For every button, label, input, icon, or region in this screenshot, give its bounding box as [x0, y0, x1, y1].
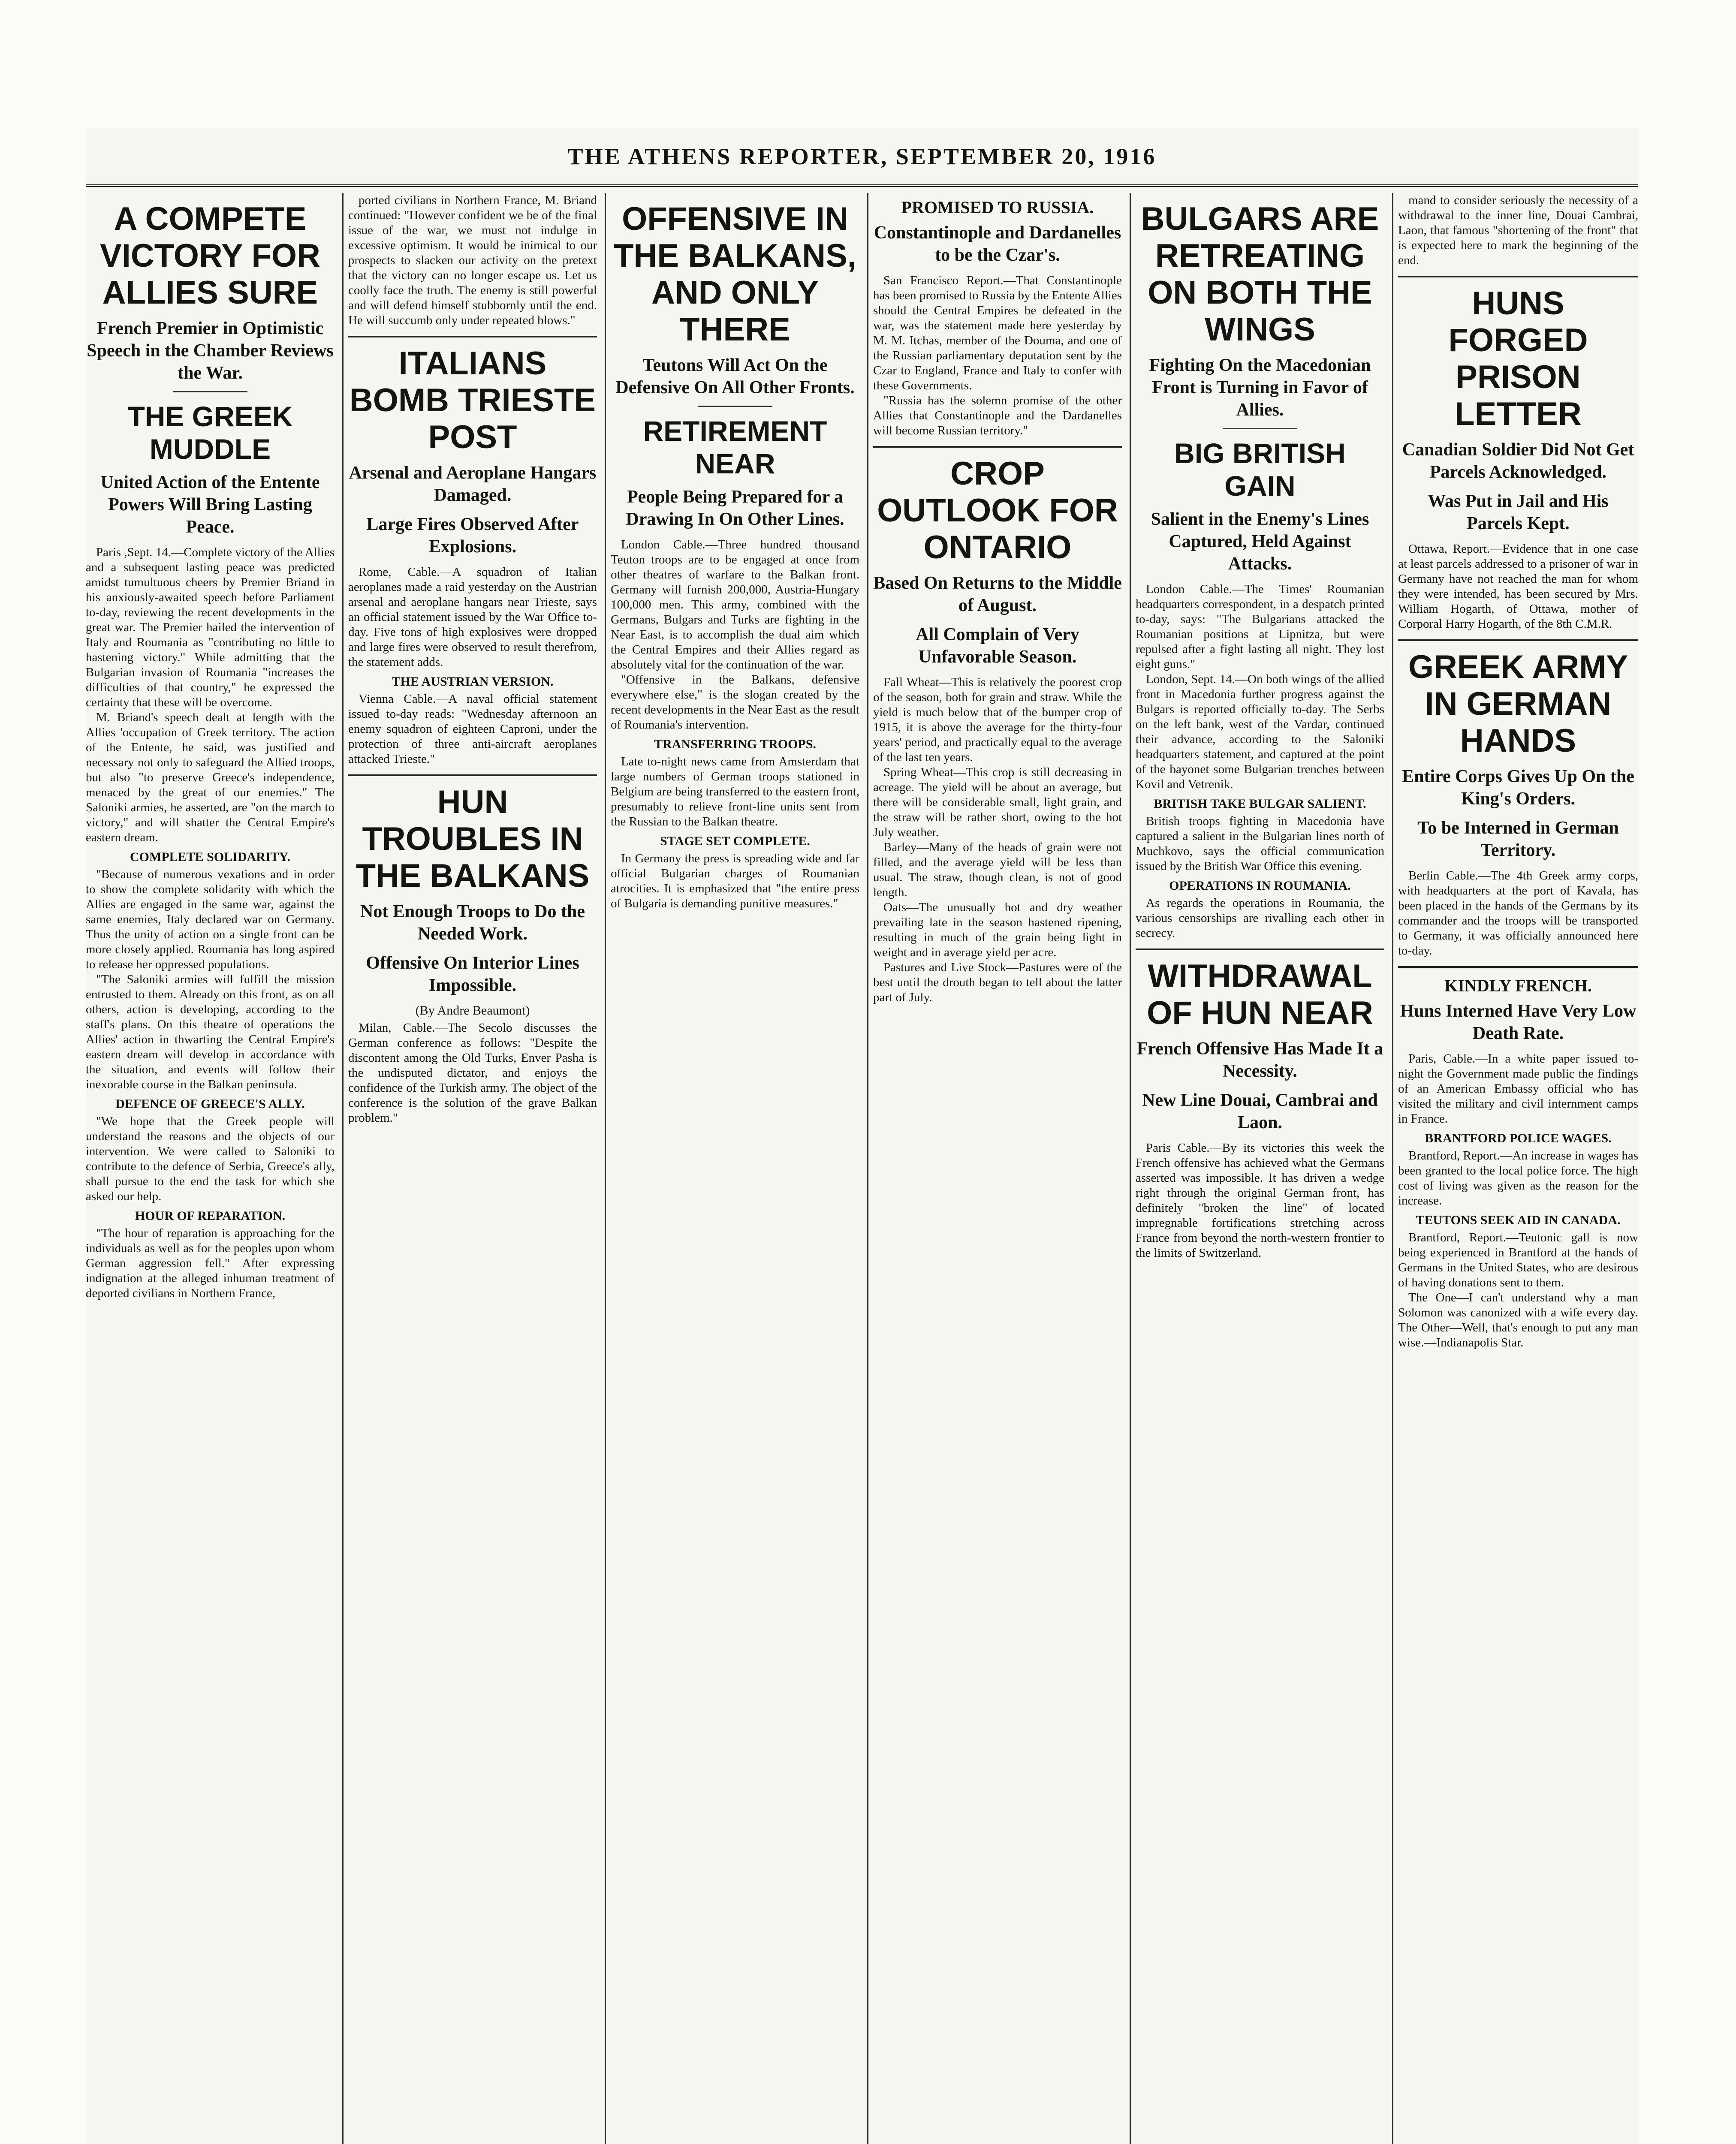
deck: Not Enough Troops to Do the Needed Work. — [360, 902, 585, 944]
deck: United Action of the Entente Powers Will Bring Lasting Peace. — [100, 473, 320, 537]
column-rule — [605, 193, 606, 2144]
paragraph: Late to-night news came from Amsterdam that large numbers of German troops stationed in Belgium are being transferred to the eastern front, presumably to relieve front-line units sent from the Russian to the Balkan theatre. — [611, 755, 859, 828]
subhead: BRANTFORD POLICE WAGES. — [1425, 1131, 1612, 1145]
paragraph: M. Briand's speech dealt at length with the Allies 'occupation of Greek territory. The action of the Entente, he said, was justified and necessary not only to safeguard the Allied troops, but also "to preserve Greece's independence, menaced by the great of our enemies." The Saloniki armies, he asserted, are "on the march to victory," and will shatter the Central Empire's eastern dream. — [86, 711, 335, 844]
deck: To be Interned in German Territory. — [1417, 818, 1619, 860]
paragraph: British troops fighting in Macedonia have captured a salient in the Bulgarian lines north of Muchkovo, says the official communication issued by the British War Office this evening. — [1136, 814, 1384, 873]
deck: All Complain of Very Unfavorable Season. — [916, 625, 1079, 667]
deck: Canadian Soldier Did Not Get Parcels Acknowledged. — [1402, 440, 1634, 482]
paragraph: Paris ,Sept. 14.—Complete victory of the Allies and a subsequent lasting peace was predicted amidst tumultuous cheers by Premier Briand in his anxiously-awaited speech before Parliament to-day, reviewing the recent developments in the great war. The Premier hailed the intervention of Italy and Roumania as "contributing no little to hastening victory." While admitting that the Bulgarian invasion of Roumania "increases the difficulties of that country," he expressed the certainty that these will be overcome. — [86, 545, 335, 709]
divider — [698, 406, 772, 407]
deck: Entire Corps Gives Up On the King's Orders. — [1402, 767, 1634, 809]
column-2 — [348, 193, 597, 2144]
article-body — [611, 537, 859, 911]
deck: Large Fires Observed After Explosions. — [366, 515, 579, 557]
paragraph: "Offensive in the Balkans, defensive everywhere else," is the slogan created by the recent developments in the Near East as the result of Roumania's intervention. — [611, 673, 859, 732]
headline: HUN TROUBLES IN THE BALKANS — [356, 784, 590, 894]
deck: Teutons Will Act On the Defensive On All Other Fronts. — [615, 355, 855, 397]
column-1 — [86, 193, 335, 2144]
paragraph: The One—I can't understand why a man Solomon was canonized with a wife every day. The Other—Well, that's enough to put any man wise.—Indianapolis Star. — [1398, 1291, 1638, 1349]
deck: Huns Interned Have Very Low Death Rate. — [1400, 1001, 1637, 1043]
paragraph: London Cable.—The Times' Roumanian headquarters correspondent, in a despatch printed to-day, says: "The Bulgarians attacked the Roumanian positions at Lipnitza, but were repulsed after a fight lasting all night. They lost eight guns." — [1136, 582, 1384, 671]
subhead: DEFENCE OF GREECE'S ALLY. — [115, 1097, 305, 1111]
headline: WITHDRAWAL OF HUN NEAR — [1147, 958, 1373, 1031]
paragraph: mand to consider seriously the necessity of a withdrawal to the inner line, Douai Cambrai, Laon, that famous "shortening of the front" that is expected here to mark the beginning of the end. — [1398, 193, 1638, 267]
paragraph: "We hope that the Greek people will understand the reasons and the objects of our intervention. We were called to Saloniki to contribute to the defence of Serbia, Greece's ally, shall pursue to the end the task for which she asked our help. — [86, 1114, 335, 1203]
deck: People Being Prepared for a Drawing In On Other Lines. — [626, 487, 844, 529]
divider — [873, 446, 1122, 448]
divider — [1398, 966, 1638, 968]
article-body — [873, 675, 1122, 1005]
headline: CROP OUTLOOK FOR ONTARIO — [877, 455, 1118, 566]
subhead: HOUR OF REPARATION. — [135, 1209, 286, 1223]
deck: Was Put in Jail and His Parcels Kept. — [1428, 491, 1609, 533]
paragraph: Brantford, Report.—An increase in wages has been granted to the local police force. The high cost of living was given as the reason for the increase. — [1398, 1149, 1638, 1208]
divider — [1398, 639, 1638, 641]
headline: BULGARS ARE RETREATING ON BOTH THE WINGS — [1141, 201, 1379, 348]
article-body — [1136, 582, 1384, 941]
headline: GREEK ARMY IN GERMAN HANDS — [1408, 649, 1628, 759]
headline: OFFENSIVE IN THE BALKANS, AND ONLY THERE — [614, 201, 856, 348]
byline: (By Andre Beaumont) — [415, 1003, 530, 1018]
article-body — [1398, 1051, 1638, 1350]
subhead: BRITISH TAKE BULGAR SALIENT. — [1154, 797, 1366, 811]
column-rule — [342, 193, 344, 2144]
headline: PROMISED TO RUSSIA. — [901, 198, 1094, 217]
subhead: OPERATIONS IN ROUMANIA. — [1169, 879, 1351, 893]
paragraph: Pastures and Live Stock—Pastures were of the best until the drouth began to tell about the latter part of July. — [873, 961, 1122, 1004]
paragraph: Oats—The unusually hot and dry weather prevailing late in the season hastened ripening, resulting in much of the grain being light in weight and in average yield per acre. — [873, 900, 1122, 959]
headline: KINDLY FRENCH. — [1444, 976, 1592, 995]
divider — [1136, 949, 1384, 950]
article-body — [348, 1021, 597, 1126]
deck: New Line Douai, Cambrai and Laon. — [1142, 1090, 1378, 1132]
newspaper-page — [86, 129, 1638, 2144]
paragraph: Paris Cable.—By its victories this week the French offensive has achieved what the Germans asserted was impossible. It has driven a wedge right through the original German front, has definitely "broken the line" of located impregnable fortifications stretching across France from beyond the north-western frontier to the limits of Switzerland. — [1136, 1141, 1384, 1260]
headline: BIG BRITISH GAIN — [1174, 437, 1346, 502]
subhead: COMPLETE SOLIDARITY. — [130, 850, 290, 864]
headline: A COMPETE VICTORY FOR ALLIES SURE — [100, 201, 320, 311]
deck: Arsenal and Aeroplane Hangars Damaged. — [349, 463, 597, 505]
headline: ITALIANS BOMB TRIESTE POST — [349, 345, 596, 455]
article-body — [86, 545, 335, 1301]
divider — [348, 774, 597, 776]
deck: Constantinople and Dardanelles to be the Czar's. — [874, 223, 1121, 265]
article-body — [1398, 542, 1638, 632]
divider — [1223, 428, 1297, 429]
deck: Salient in the Enemy's Lines Captured, Held Against Attacks. — [1151, 509, 1369, 574]
paragraph: San Francisco Report.—That Constantinople has been promised to Russia by the Entente Allies should the Central Empires be defeated in the war, was the statement made here yesterday by M. M. Itchas, member of the Douma, and one of the Russian parliamentary deputation sent by the Czar to England, France and Italy to confer with these Governments. — [873, 274, 1122, 392]
deck: Fighting On the Macedonian Front is Turning in Favor of Allies. — [1149, 355, 1371, 420]
paragraph: "The Saloniki armies will fulfill the mission entrusted to them. Already on this front, as on all others, action is developing, according to the staff's plans. On this theatre of operations the Allies' action in thwarting the Central Empire's eastern dream will develop in accordance with the situation, and events will follow their inexorable course in the Balkan peninsula. — [86, 973, 335, 1091]
headline: THE GREEK MUDDLE — [127, 400, 293, 465]
column-3 — [611, 193, 859, 2144]
article-body — [348, 565, 597, 767]
column-rule — [1130, 193, 1131, 2144]
subhead: STAGE SET COMPLETE. — [660, 834, 810, 848]
article-body — [1398, 193, 1638, 268]
deck: Offensive On Interior Lines Impossible. — [366, 953, 579, 995]
paragraph: Fall Wheat—This is relatively the poorest crop of the season, both for grain and straw. While the yield is much below that of the bumper crop of 1915, it is above the average for the thirty-four years' period, and practically equal to the average of the last ten years. — [873, 675, 1122, 764]
paragraph: Brantford, Report.—Teutonic gall is now being experienced in Brantford at the hands of Germans in the United States, who are desirous of having donations sent to them. — [1398, 1231, 1638, 1289]
divider — [348, 336, 597, 337]
paragraph: "Russia has the solemn promise of the other Allies that Constantinople and the Dardanelles will become Russian territory." — [873, 394, 1122, 437]
column-4 — [873, 193, 1122, 2144]
paragraph: Spring Wheat—This crop is still decreasing in acreage. The yield will be about an average, but there will be considerable small, light grain, and the straw will be rather short, owing to the hot July weather. — [873, 765, 1122, 839]
article-body — [1136, 1141, 1384, 1261]
headline: RETIREMENT NEAR — [643, 415, 827, 479]
paragraph: Ottawa, Report.—Evidence that in one case at least parcels addressed to a prisoner of war in Germany have not reached the man for whom they were intended, has been secured by Mrs. William Hogarth, of Ottawa, mother of Corporal Harry Hogarth, of the 8th C.M.R. — [1398, 542, 1638, 631]
paragraph: Vienna Cable.—A naval official statement issued to-day reads: "Wednesday afternoon an enemy squadron of eighteen Caproni, under the protection of three anti-aircraft aeroplanes attacked Trieste." — [348, 692, 597, 766]
subhead: TEUTONS SEEK AID IN CANADA. — [1416, 1213, 1621, 1227]
paragraph: "The hour of reparation is approaching for the individuals as well as for the peoples upon whom German aggression fell." After expressing indignation at the alleged inhuman treatment of deported civilians in Northern France, — [86, 1226, 335, 1300]
paragraph: London, Sept. 14.—On both wings of the allied front in Macedonia further progress against the Bulgars is reported officially to-day. The Serbs on the left bank, west of the Vardar, continued their advance, according to the Saloniki headquarters statement, and captured at the point of the bayonet some Bulgarian trenches between Kovil and Vetrenik. — [1136, 672, 1384, 791]
subhead: TRANSFERRING TROOPS. — [654, 737, 816, 751]
deck: Based On Returns to the Middle of August. — [873, 573, 1122, 615]
article-body — [348, 193, 597, 328]
article-body — [1398, 868, 1638, 958]
divider — [173, 391, 247, 392]
paragraph: Barley—Many of the heads of grain were not filled, and the average yield will be less than usual. The straw, though clean, is not of good length. — [873, 840, 1122, 899]
paragraph: As regards the operations in Roumania, the various censorships are rivalling each other in secrecy. — [1136, 896, 1384, 940]
divider — [1398, 276, 1638, 277]
paragraph: London Cable.—Three hundred thousand Teuton troops are to be engaged at once from other theatres of warfare to the Balkan front. Germany will furnish 200,000, Austria-Hungary 100,000 men. This army, combined with the Germans, Bulgars and Turks are fighting in the Near East, is to accomplish the dual aim which the Central Empires and their Allies regard as absolutely vital for the continuation of the war. — [611, 538, 859, 672]
paragraph: Milan, Cable.—The Secolo discusses the German conference as follows: "Despite the discontent among the Old Turks, Enver Pasha is the undisputed dictator, and enjoys the confidence of the Turkish army. The object of the conference is the solution of the grave Balkan problem." — [348, 1021, 597, 1125]
article-body — [873, 273, 1122, 438]
headline: HUNS FORGED PRISON LETTER — [1448, 285, 1588, 432]
column-rule — [1392, 193, 1393, 2144]
paragraph: Rome, Cable.—A squadron of Italian aeroplanes made a raid yesterday on the Austrian arsenal and aeroplane hangars near Trieste, says an official statement issued by the War Office to-day. Five tons of high explosives were dropped and large fires were observed to result therefrom, the statement adds. — [348, 565, 597, 669]
paragraph: Paris, Cable.—In a white paper issued to-night the Government made public the findings of an American Embassy official who has visited the military and civil internment camps in France. — [1398, 1052, 1638, 1126]
paragraph: ported civilians in Northern France, M. Briand continued: "However confident we be of the final issue of the war, we must not indulge in excessive optimism. It would be inimical to our prospects to slacken our activity on the pretext that the victory can no longer escape us. Let us coolly face the truth. The enemy is still powerful and will defend himself stubbornly until the end. He will succumb only under repeated blows." — [348, 193, 597, 327]
deck: French Offensive Has Made It a Necessity. — [1136, 1039, 1383, 1081]
column-6 — [1398, 193, 1638, 2144]
masthead: THE ATHENS REPORTER, SEPTEMBER 20, 1916 — [86, 129, 1638, 187]
paragraph: "Because of numerous vexations and in order to show the complete solidarity with which the Allies are engaged in the same war, against the same enemies, Italy declared war on Germany. Thus the unity of action on a single front can be more closely applied. Roumania has long aspired to release her oppressed populations. — [86, 867, 335, 971]
column-rule — [867, 193, 868, 2144]
column-5 — [1136, 193, 1384, 2144]
paragraph: In Germany the press is spreading wide and far official Bulgarian charges of Roumanian atrocities. It is emphasized that "the entire press of Bulgaria is demanding punitive measures." — [611, 852, 859, 910]
paragraph: Berlin Cable.—The 4th Greek army corps, with headquarters at the port of Kavala, has been placed in the hands of the Germans by its commander and the troops will be transported to Germany, it was officially announced here to-day. — [1398, 869, 1638, 958]
deck: French Premier in Optimistic Speech in the Chamber Reviews the War. — [87, 319, 334, 383]
subhead: THE AUSTRIAN VERSION. — [392, 675, 554, 689]
